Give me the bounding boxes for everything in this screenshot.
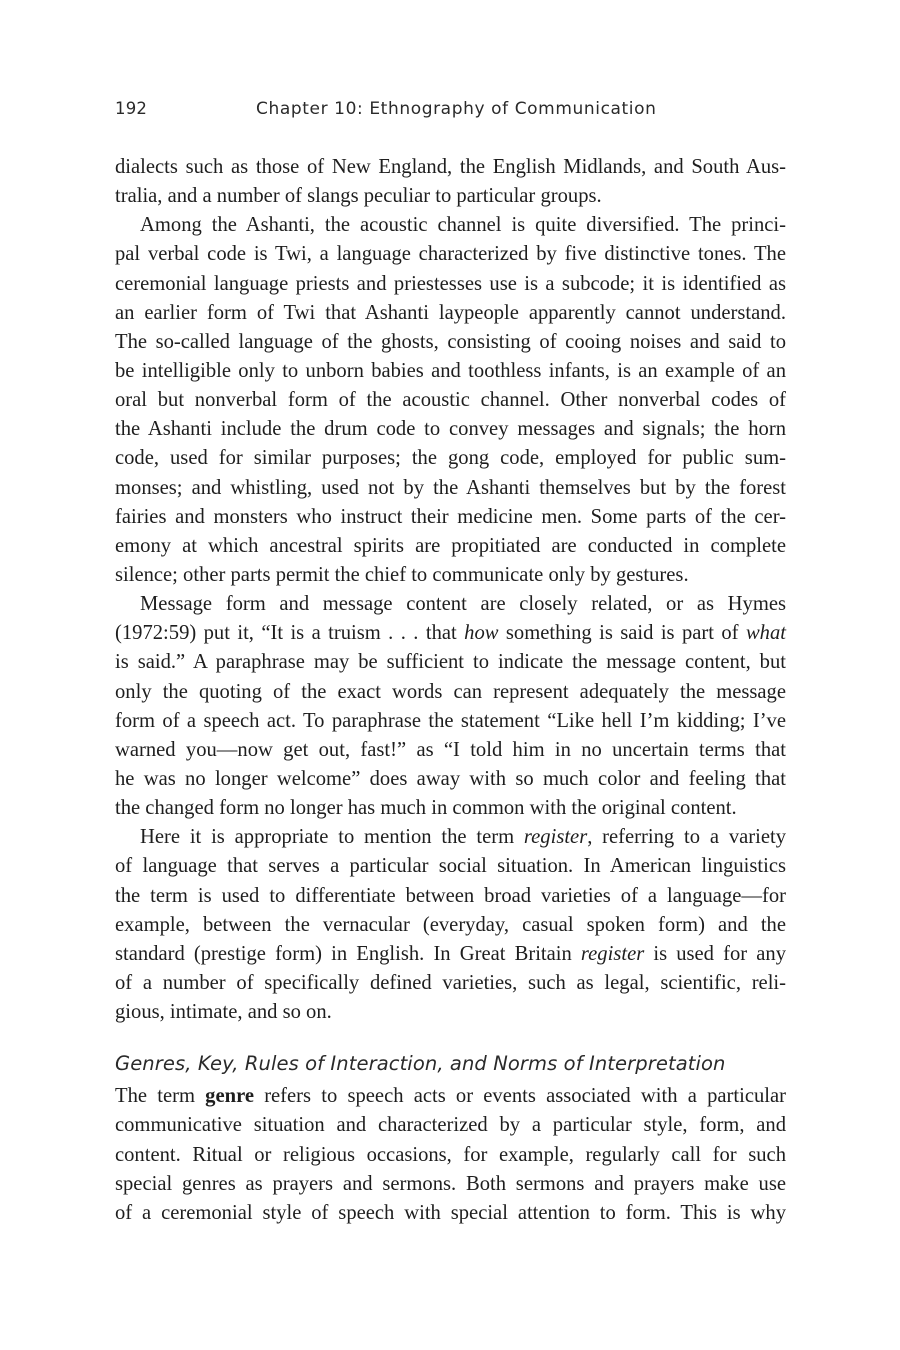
- section-heading: Genres, Key, Rules of Interaction, and Norms of Interpretation: [115, 1052, 726, 1076]
- term-genre: genre: [205, 1085, 254, 1108]
- text-line: communicative situation and characterized by a particular style, form, and: [115, 1114, 786, 1137]
- text-line: [115, 940, 786, 969]
- text-line: special genres as prayers and sermons. Both sermons and prayers make use: [115, 1172, 786, 1195]
- page-header: [115, 99, 786, 123]
- emphasis-register: register: [580, 942, 645, 965]
- page-number: 192: [115, 99, 148, 118]
- text-line: emony at which ancestral spirits are propitiated are conducted in complete: [115, 534, 786, 557]
- text-line: he was no longer welcome” does away with so much color and feeling that: [115, 767, 786, 790]
- text-line: be intelligible only to unborn babies and toothless infants, is an example of an: [115, 359, 786, 382]
- text-line: warned you—now get out, fast!” as “I told him in no uncertain terms that: [115, 738, 786, 761]
- emphasis-what: what: [745, 622, 786, 645]
- text-line: code, used for similar purposes; the gong code, employed for public sum-: [115, 447, 786, 470]
- text-run: standard (prestige form) in English. In Great Britain: [115, 942, 581, 965]
- text-run: The term: [115, 1085, 206, 1108]
- text-line: dialects such as those of New England, the English Midlands, and South Aus-: [115, 156, 786, 178]
- text-line: The so-called language of the ghosts, consisting of cooing noises and said to: [115, 330, 786, 353]
- text-run: refers to speech acts or events associated with a particular: [253, 1085, 786, 1108]
- text-line: ceremonial language priests and priestesses use is a subcode; it is identified as: [115, 272, 786, 295]
- paragraph-3: [115, 590, 786, 823]
- text-run: (1972:59) put it, “It is a truism . . . that: [115, 622, 465, 645]
- text-line: example, between the vernacular (everyday, casual spoken form) and the: [115, 913, 786, 936]
- emphasis-register: register: [523, 826, 588, 849]
- text-line: pal verbal code is Twi, a language characterized by five distinctive tones. The: [115, 243, 786, 266]
- running-head: Chapter 10: Ethnography of Communication: [256, 99, 657, 119]
- text-line: of a number of specifically defined varieties, such as legal, scientific, reli-: [115, 971, 786, 994]
- text-line: form of a speech act. To paraphrase the statement “Like hell I’m kidding; I’ve: [115, 709, 786, 732]
- text-run: Here it is appropriate to mention the term: [140, 826, 524, 849]
- text-line: of language that serves a particular social situation. In American linguistics: [115, 855, 786, 878]
- emphasis-how: how: [464, 622, 499, 645]
- paragraph-2: [115, 211, 786, 590]
- paragraph-5: [115, 1082, 786, 1228]
- text-line: content. Ritual or religious occasions, for example, regularly call for such: [115, 1143, 786, 1166]
- text-line: [115, 823, 786, 852]
- text-line: [115, 1082, 786, 1111]
- text-line: oral but nonverbal form of the acoustic channel. Other nonverbal codes of: [115, 389, 786, 412]
- paragraph-4: [115, 823, 786, 1027]
- text-line: only the quoting of the exact words can represent adequately the message: [115, 680, 786, 703]
- text-run: , referring to a variety: [587, 826, 786, 849]
- text-line: gious, intimate, and so on.: [115, 1001, 332, 1024]
- text-line: tralia, and a number of slangs peculiar to particular groups.: [115, 185, 602, 208]
- text-line: monses; and whistling, used not by the Ashanti themselves but by the forest: [115, 476, 786, 499]
- paragraph-1: [115, 153, 786, 211]
- text-line: [115, 619, 786, 648]
- text-line: silence; other parts permit the chief to communicate only by gestures.: [115, 563, 689, 586]
- text-line: the term is used to differentiate between broad varieties of a language—for: [115, 884, 786, 907]
- body-text: [115, 153, 786, 1228]
- text-line: fairies and monsters who instruct their medicine men. Some parts of the cer-: [115, 505, 786, 528]
- text-line: Among the Ashanti, the acoustic channel is quite diversified. The princi-: [140, 214, 786, 237]
- text-run: is used for any: [644, 942, 786, 965]
- text-line: the Ashanti include the drum code to convey messages and signals; the horn: [115, 418, 786, 441]
- text-line: an earlier form of Twi that Ashanti laypeople apparently cannot understand.: [115, 301, 786, 324]
- text-line: Message form and message content are closely related, or as Hymes: [140, 593, 786, 616]
- text-line: is said.” A paraphrase may be sufficient to indicate the message content, but: [115, 651, 786, 674]
- text-line: the changed form no longer has much in common with the original content.: [115, 797, 737, 820]
- text-line: of a ceremonial style of speech with special attention to form. This is why: [115, 1201, 786, 1224]
- text-run: something is said is part of: [498, 622, 746, 645]
